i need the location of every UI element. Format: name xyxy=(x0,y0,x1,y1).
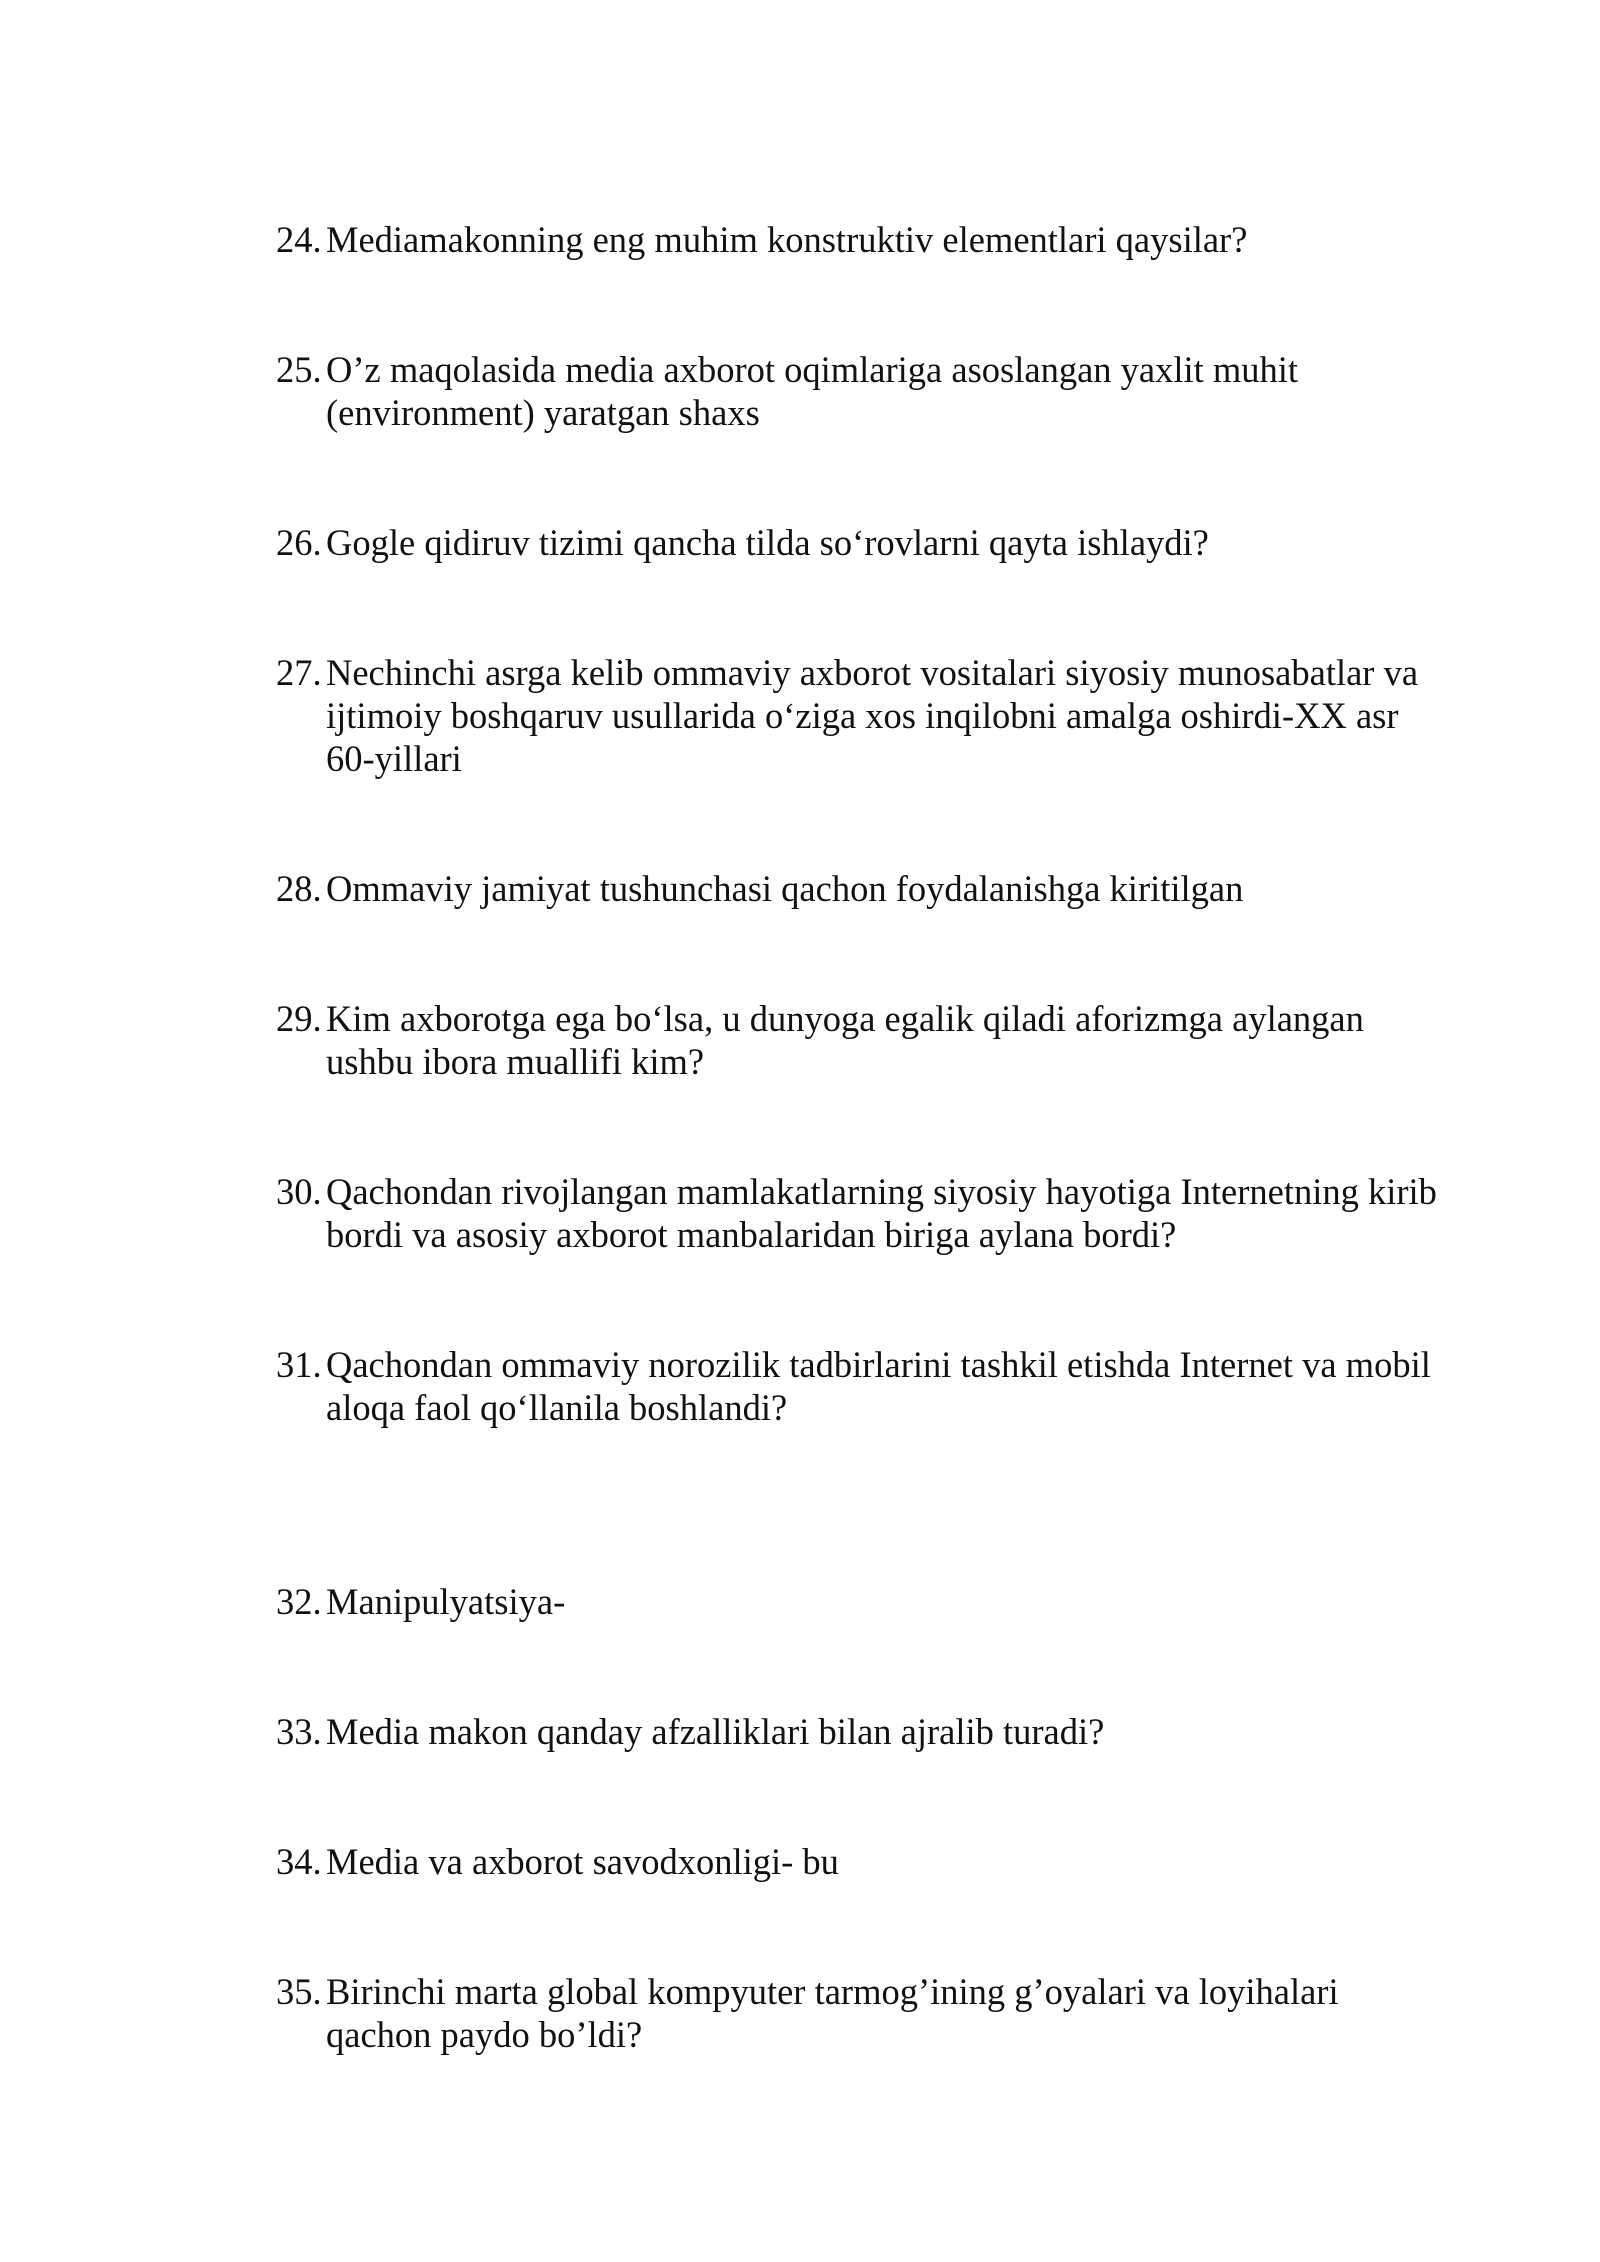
question-item xyxy=(276,1710,1476,1753)
question-line: 60-yillari xyxy=(326,738,462,779)
question-line: Birinchi marta global kompyuter tarmog’ining g’oyalari va loyihalari xyxy=(326,1971,1339,2012)
question-number: 24. xyxy=(276,219,322,260)
question-line: Nechinchi asrga kelib ommaviy axborot vositalari siyosiy munosabatlar va xyxy=(326,652,1419,693)
question-text xyxy=(326,521,1476,564)
question-line: Media va axborot savodxonligi- bu xyxy=(326,1841,839,1882)
question-item xyxy=(276,218,1476,261)
question-text xyxy=(326,218,1476,261)
question-line: bordi va asosiy axborot manbalaridan biriga aylana bordi? xyxy=(326,1214,1177,1255)
question-text xyxy=(326,348,1476,434)
question-text xyxy=(326,867,1476,910)
question-line: Gogle qidiruv tizimi qancha tilda so‘rovlarni qayta ishlaydi? xyxy=(326,522,1209,563)
question-number: 30. xyxy=(276,1171,322,1212)
question-text xyxy=(326,997,1476,1083)
question-number: 33. xyxy=(276,1711,322,1752)
question-item xyxy=(276,997,1476,1083)
question-number: 29. xyxy=(276,998,322,1039)
question-item xyxy=(276,867,1476,910)
question-item xyxy=(276,1580,1476,1623)
question-item xyxy=(276,1970,1476,2056)
question-text xyxy=(326,1580,1476,1623)
question-number: 25. xyxy=(276,349,322,390)
question-line: Ommaviy jamiyat tushunchasi qachon foydalanishga kiritilgan xyxy=(326,868,1244,909)
question-line: ushbu ibora muallifi kim? xyxy=(326,1041,705,1082)
question-number: 26. xyxy=(276,522,322,563)
question-item xyxy=(276,348,1476,434)
question-line: Mediamakonning eng muhim konstruktiv elementlari qaysilar? xyxy=(326,219,1248,260)
question-text xyxy=(326,1840,1476,1883)
question-line: Manipulyatsiya- xyxy=(326,1581,566,1622)
question-item xyxy=(276,521,1476,564)
question-line: Kim axborotga ega bo‘lsa, u dunyoga egalik qiladi aforizmga aylangan xyxy=(326,998,1364,1039)
question-line: qachon paydo bo’ldi? xyxy=(326,2014,643,2055)
question-number: 35. xyxy=(276,1971,322,2012)
question-item xyxy=(276,1840,1476,1883)
question-text xyxy=(326,1170,1476,1256)
question-line: Qachondan rivojlangan mamlakatlarning siyosiy hayotiga Internetning kirib xyxy=(326,1171,1437,1212)
question-number: 28. xyxy=(276,868,322,909)
question-text xyxy=(326,1343,1476,1429)
question-line: ijtimoiy boshqaruv usullarida o‘ziga xos inqilobni amalga oshirdi-XX asr xyxy=(326,695,1399,736)
question-line: O’z maqolasida media axborot oqimlariga asoslangan yaxlit muhit xyxy=(326,349,1299,390)
question-number: 34. xyxy=(276,1841,322,1882)
question-item xyxy=(276,1170,1476,1256)
question-text xyxy=(326,1710,1476,1753)
question-line: Qachondan ommaviy norozilik tadbirlarini tashkil etishda Internet va mobil xyxy=(326,1344,1431,1385)
question-line: Media makon qanday afzalliklari bilan ajralib turadi? xyxy=(326,1711,1105,1752)
question-item xyxy=(276,1343,1476,1429)
question-text xyxy=(326,651,1476,780)
question-text xyxy=(326,1970,1476,2056)
question-item xyxy=(276,651,1476,780)
question-number: 32. xyxy=(276,1581,322,1622)
question-line: (environment) yaratgan shaxs xyxy=(326,392,760,433)
question-number: 31. xyxy=(276,1344,322,1385)
question-number: 27. xyxy=(276,652,322,693)
question-line: aloqa faol qo‘llanila boshlandi? xyxy=(326,1387,788,1428)
